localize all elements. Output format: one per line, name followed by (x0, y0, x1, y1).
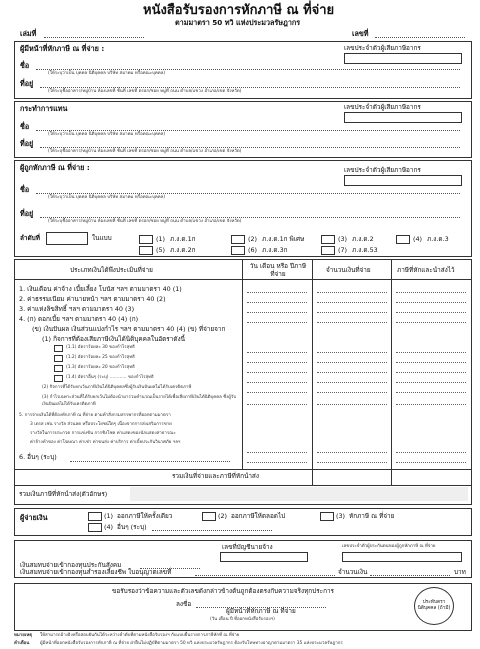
form-label-3: ภ.ง.ด.2 (352, 235, 374, 243)
method-checkbox-4[interactable] (88, 523, 102, 532)
income-row-5-line4: ค่าจ้างทำของ ค่าโฆษณา ค่าเช่า ค่าขนส่ง ค่าบริการ ค่าเบี้ยประกันวินาศภัย ฯลฯ (30, 440, 181, 445)
amount-cell[interactable] (317, 302, 387, 303)
col-amount-header: จำนวนเงินที่จ่าย (326, 266, 371, 274)
doc-no-label: เลขที่ (352, 29, 369, 38)
payer-addr-label: ที่อยู่ (20, 79, 34, 88)
method-label-4: อื่นๆ (ระบุ) (117, 523, 147, 531)
col-date-header: วัน เดือน หรือ ปีภาษี ที่จ่าย (249, 262, 307, 279)
pvd-license-field[interactable] (195, 575, 335, 576)
account-label: เลขที่บัญชีนายจ้าง (222, 543, 273, 551)
tax-cell[interactable] (396, 462, 466, 463)
certify-statement: ขอรับรองว่าข้อความและตัวเลขดังกล่าวข้างต้นถูกต้องตรงกับความจริงทุกประการ (112, 587, 334, 595)
table-header-divider (14, 279, 472, 280)
payee-addr-label: ที่อยู่ (20, 209, 34, 218)
seq-label: ลำดับที่ (20, 234, 40, 242)
form-no-6: (6) (248, 246, 258, 254)
income-row-4b1: (1) กิจการที่ต้องเสียภาษีเงินได้นิติบุคคลในอัตราดังนี้ (42, 335, 185, 343)
date-cell[interactable] (247, 352, 307, 353)
form-checkbox-3[interactable] (321, 235, 335, 244)
sso-label: เงินสมทบจ่ายเข้ากองทุนประกันสังคม (20, 561, 122, 569)
income-row-4a: 4. (ก) ดอกเบี้ย ฯลฯ ตามมาตรา 40 (4) (ก) (19, 315, 139, 323)
total-amount-cell[interactable] (312, 469, 393, 486)
date-cell[interactable] (247, 452, 307, 453)
rate-row-4: (1.4) อัตราอื่นๆ (ระบุ) ............ ของกำไรสุทธิ (66, 375, 154, 380)
form-no-7: (7) (338, 246, 348, 254)
method-no-2: (2) (218, 512, 228, 520)
amount-label: จำนวนเงิน (338, 568, 368, 576)
method-label-1: ออกภาษีให้ครั้งเดียว (117, 512, 173, 520)
payer-name-label: ชื่อ (20, 61, 30, 70)
form-no-1: (1) (156, 235, 166, 243)
form-checkbox-1[interactable] (139, 235, 153, 244)
amount-cell[interactable] (317, 382, 387, 383)
date-cell[interactable] (247, 322, 307, 323)
company-stamp-circle: ประทับตรา นิติบุคคล (ถ้ามี) (414, 587, 454, 625)
amount-cell[interactable] (317, 392, 387, 393)
payee-name-label: ชื่อ (20, 185, 30, 194)
doc-no-field[interactable] (375, 37, 465, 38)
date-cell[interactable] (247, 382, 307, 383)
amount-cell[interactable] (317, 322, 387, 323)
amount-cell[interactable] (317, 372, 387, 373)
tax-cell[interactable] (396, 322, 466, 323)
payee-addr-field[interactable] (40, 217, 460, 218)
pvd-amount-field[interactable] (370, 575, 450, 576)
total-words-label: รวมเงินภาษีที่หักนำส่ง(ตัวอักษร) (19, 490, 108, 498)
form-checkbox-5[interactable] (139, 246, 153, 255)
tax-cell[interactable] (396, 362, 466, 363)
payee-tax-id-label: เลขประจำตัวผู้เสียภาษีอากร (344, 166, 421, 174)
book-no-label: เล่มที่ (20, 29, 37, 38)
form-no-4: (4) (413, 235, 423, 243)
date-cell[interactable] (247, 404, 307, 405)
form-no-2: (2) (248, 235, 258, 243)
rate-checkbox-2[interactable] (54, 355, 63, 362)
payer-tax-id-label: เลขประจำตัวผู้เสียภาษีอากร (344, 44, 421, 52)
form-checkbox-6[interactable] (231, 246, 245, 255)
total-words-field[interactable] (130, 487, 468, 501)
payee-title: ผู้ถูกหักภาษี ณ ที่จ่าย : (20, 163, 90, 172)
form-no-3: (3) (338, 235, 348, 243)
income-row-4b2: (2) กิจการที่ได้รับยกเว้นภาษีเงินได้นิติบุคคลซึ่งผู้รับเงินปันผลไม่ได้รับเครดิตภาษี (42, 385, 192, 390)
payer-tax-id-field[interactable] (344, 53, 462, 64)
amount-cell[interactable] (317, 352, 387, 353)
col-divider-2 (312, 259, 313, 469)
amount-cell[interactable] (317, 462, 387, 463)
sign-label: ลงชื่อ (176, 600, 192, 608)
note-text-1: ให้สามารถอ้างอิงหรือสอบยันกันได้ระหว่างลำดับที่ตามหนังสือรับรองฯ กับแบบยื่นรายการภาษีหักที่ ณ ที่จ่าย (40, 633, 240, 638)
tax-cell[interactable] (396, 404, 466, 405)
col-tax-header: ภาษีที่หักและนำส่งไว้ (397, 266, 455, 274)
agent-tax-id-field[interactable] (344, 112, 462, 123)
agent-addr-label: ที่อยู่ (20, 139, 34, 148)
form-subtitle: ตามมาตรา 50 ทวิ แห่งประมวลรัษฎากร (175, 18, 301, 27)
ssn-field[interactable] (342, 552, 462, 562)
amount-cell[interactable] (317, 404, 387, 405)
method-label-3: หักภาษี ณ ที่จ่าย (349, 512, 395, 520)
form-label-2: ภ.ง.ด.1ก พิเศษ (262, 235, 305, 243)
rate-row-2: (1.2) อัตราร้อยละ 25 ของกำไรสุทธิ (66, 355, 135, 360)
payee-name-hint: (ให้ระบุว่าเป็น บุคคล นิติบุคคล บริษัท สมาคม หรือคณะบุคคล) (48, 195, 166, 200)
form-label-6: ภ.ง.ด.3ก (262, 246, 288, 254)
income-row-2: 2. ค่าธรรมเนียม ค่านายหน้า ฯลฯ ตามมาตรา 40 (2) (19, 295, 166, 303)
form-label-5: ภ.ง.ด.2ก (170, 246, 196, 254)
agent-name-field[interactable] (36, 130, 460, 131)
date-cell[interactable] (247, 312, 307, 313)
ssn-label: เลขประจำตัวผู้ประกันตนของผู้ถูกหักภาษี ณ ที่จ่าย (342, 544, 436, 549)
seq-field[interactable] (46, 232, 88, 245)
method-checkbox-2[interactable] (202, 512, 216, 521)
income-row-4b3: (3) กำไรเฉพาะส่วนที่ได้รับยกเว้นไม่ต้องนำมารวมคำนวณเป็นรายได้เพื่อเสียภาษีเงินได้นิติบุคคล ซึ่งผู้รับเงินปันผลไม่ได้รับเครดิตภาษี (42, 395, 237, 407)
payer-method-title: ผู้จ่ายเงิน (20, 513, 48, 522)
note-text-2: ผู้มีหน้าที่ออกหนังสือรับรองการหักภาษี ณ ที่จ่าย ฝ่าฝืนไม่ปฏิบัติตามมาตรา 50 ทวิ แห่งประมวลรัษฎากร ต้องรับโทษทางอาญาตามมาตรา 35 แห่งประมวลรัษฎากร (40, 641, 343, 646)
income-row-3: 3. ค่าแห่งลิขสิทธิ์ ฯลฯ ตามมาตรา 40 (3) (19, 305, 135, 313)
method-no-4: (4) (104, 523, 114, 531)
col-divider-1 (242, 259, 243, 469)
agent-title: กระทำการแทน (20, 104, 68, 113)
rate-row-3: (1.3) อัตราร้อยละ 20 ของกำไรสุทธิ (66, 365, 135, 370)
form-label: ในแบบ (92, 234, 112, 242)
tax-cell[interactable] (396, 382, 466, 383)
amount-cell[interactable] (317, 292, 387, 293)
payer-addr-hint: (ให้ระบุชื่ออาคาร/หมู่บ้าน ห้องเลขที่ ชั้นที่ เลขที่ ตรอก/ซอย หมู่ที่ ถนน ตำบล/แขวง อำเภอ/เขต จังหวัด) (48, 89, 242, 94)
rate-checkbox-1[interactable] (54, 345, 63, 352)
tax-cell[interactable] (396, 352, 466, 353)
tax-cell[interactable] (396, 452, 466, 453)
method-checkbox-3[interactable] (320, 512, 334, 521)
amount-cell[interactable] (317, 452, 387, 453)
form-no-5: (5) (156, 246, 166, 254)
agent-tax-id-label: เลขประจำตัวผู้เสียภาษีอากร (344, 103, 421, 111)
rate-checkbox-3[interactable] (54, 365, 63, 372)
form-checkbox-2[interactable] (231, 235, 245, 244)
agent-addr-field[interactable] (40, 147, 460, 148)
signer-label: ผู้มีหน้าที่หักภาษี ณ ที่จ่าย (226, 607, 296, 615)
income-row-5-line1: 5. การจ่ายเงินได้ที่ต้องหักภาษี ณ ที่จ่าย ตามคำสั่งกรมสรรพากรที่ออกตามมาตรา (19, 413, 171, 418)
form-checkbox-7[interactable] (321, 246, 335, 255)
other-income-field[interactable] (70, 461, 230, 462)
income-row-5-line3: รางวัลในการประกวด การแข่งขัน การชิงโชค ค่าแสดงของนักแสดงสาธารณะ (30, 431, 176, 436)
total-tax-cell[interactable] (391, 469, 472, 486)
form-label-1: ภ.ง.ด.1ก (170, 235, 196, 243)
total-words-divider (14, 485, 472, 486)
baht-label: บาท (454, 568, 466, 576)
method-no-3: (3) (336, 512, 346, 520)
payee-tax-id-field[interactable] (344, 175, 462, 186)
amount-cell[interactable] (317, 312, 387, 313)
income-row-6: 6. อื่นๆ (ระบุ) (19, 453, 57, 461)
payee-name-field[interactable] (36, 193, 460, 194)
col-divider-3 (391, 259, 392, 469)
payer-addr-field[interactable] (40, 87, 460, 88)
date-cell[interactable] (247, 302, 307, 303)
payer-name-hint: (ให้ระบุว่าเป็น บุคคล นิติบุคคล บริษัท สมาคม หรือคณะบุคคล) (48, 71, 166, 76)
method-other-field[interactable] (152, 530, 272, 531)
note-label: หมายเหตุ (14, 633, 33, 638)
income-row-5-line2: 3 เตรส เช่น รางวัล ส่วนลด หรือประโยชน์ใดๆ เนื่องจากการส่งเสริมการขาย (30, 422, 172, 427)
payer-name-field[interactable] (36, 69, 460, 70)
cert-date-label: (วัน เดือน ปี ที่ออกหนังสือรับรองฯ) (210, 617, 275, 622)
date-cell[interactable] (247, 362, 307, 363)
tax-cell[interactable] (396, 392, 466, 393)
agent-name-hint: (ให้ระบุว่าเป็น บุคคล นิติบุคคล บริษัท สมาคม หรือคณะบุคคล) (48, 132, 166, 137)
agent-addr-hint: (ให้ระบุชื่ออาคาร/หมู่บ้าน ห้องเลขที่ ชั้นที่ เลขที่ ตรอก/ซอย หมู่ที่ ถนน ตำบล/แขวง อำเภอ/เขต จังหวัด) (48, 149, 242, 154)
account-field[interactable] (220, 552, 308, 562)
tax-cell[interactable] (396, 302, 466, 303)
form-title: หนังสือรับรองการหักภาษี ณ ที่จ่าย (143, 3, 335, 18)
method-no-1: (1) (104, 512, 114, 520)
date-cell[interactable] (247, 462, 307, 463)
tax-cell[interactable] (396, 312, 466, 313)
form-checkbox-4[interactable] (396, 235, 410, 244)
warning-label: คำเตือน (14, 641, 30, 646)
date-cell[interactable] (247, 392, 307, 393)
income-row-4b: (ข) เงินปันผล เงินส่วนแบ่งกำไร ฯลฯ ตามมาตรา 40 (4) (ข) ที่จ่ายจาก (32, 325, 226, 333)
income-row-1: 1. เงินเดือน ค่าจ้าง เบี้ยเลี้ยง โบนัส ฯลฯ ตามมาตรา 40 (1) (19, 285, 182, 293)
payee-addr-hint: (ให้ระบุชื่ออาคาร/หมู่บ้าน ห้องเลขที่ ชั้นที่ เลขที่ ตรอก/ซอย หมู่ที่ ถนน ตำบล/แขวง อำเภอ/เขต จังหวัด) (48, 219, 242, 224)
amount-cell[interactable] (317, 362, 387, 363)
pvd-label: เงินสมทบจ่ายเข้ากองทุนสำรองเลี้ยงชีพ ใบอนุญาตเลขที่ (20, 568, 172, 576)
agent-name-label: ชื่อ (20, 122, 30, 131)
book-no-field[interactable] (44, 37, 144, 38)
method-checkbox-1[interactable] (88, 512, 102, 521)
tax-cell[interactable] (396, 292, 466, 293)
rate-row-1: (1.1) อัตราร้อยละ 30 ของกำไรสุทธิ (66, 345, 135, 350)
payer-title: ผู้มีหน้าที่หักภาษี ณ ที่จ่าย : (20, 44, 105, 53)
date-cell[interactable] (247, 292, 307, 293)
date-cell[interactable] (247, 372, 307, 373)
col-type-header: ประเภทเงินได้พึงประเมินที่จ่าย (70, 266, 153, 274)
form-label-7: ภ.ง.ด.53 (352, 246, 378, 254)
total-label: รวมเงินที่จ่ายและภาษีที่หักนำส่ง (172, 472, 259, 480)
rate-checkbox-4[interactable] (54, 375, 63, 382)
method-label-2: ออกภาษีให้ตลอดไป (231, 512, 286, 520)
form-label-4: ภ.ง.ด.3 (427, 235, 449, 243)
tax-cell[interactable] (396, 372, 466, 373)
